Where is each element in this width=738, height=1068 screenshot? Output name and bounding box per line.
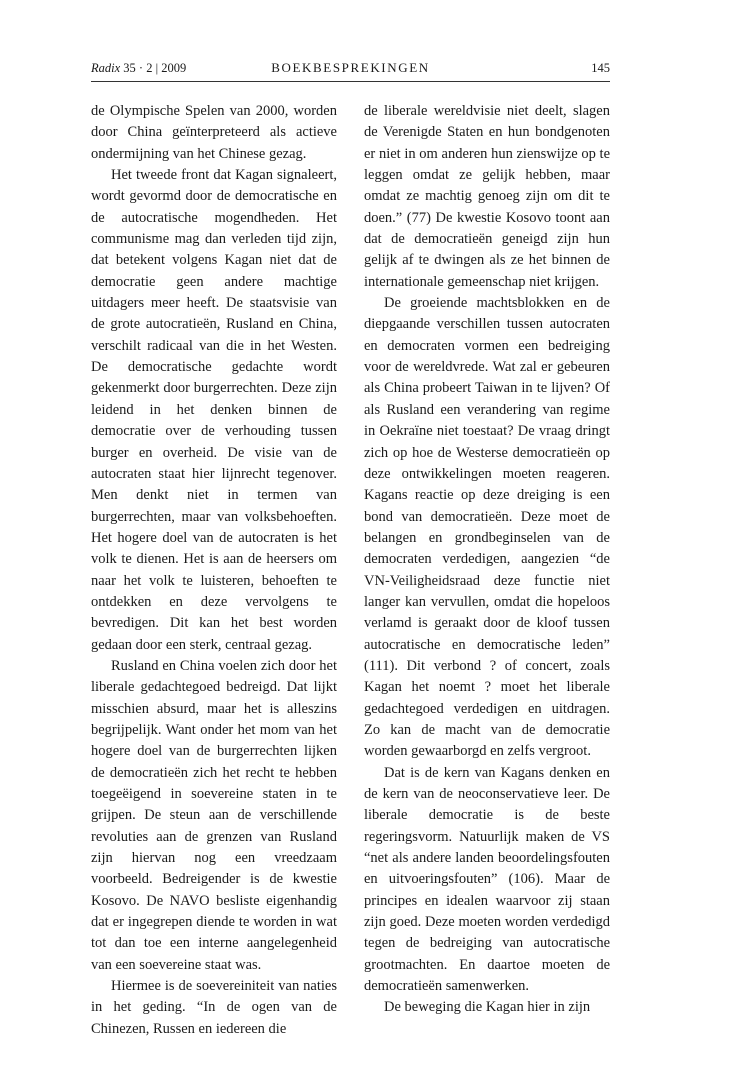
journal-name: Radix [91, 61, 121, 75]
paragraph: Rusland en China voelen zich door het liberale gedachtegoed bedreigd. Dat lijkt misschien absurd, maar het is alleszins begrijpelijk. Want onder het mom van het hogere doel van de burgerrechten lijken de democratieën zich het recht te hebben toegeëigend in soevereine staten in te grijpen. De steun aan de verschillende revoluties aan de grenzen van Rusland zijn hiervan nog een vreedzaam voorbeeld. Bedreigender is de kwestie Kosovo. De NAVO besliste eigenhandig dat er ingegrepen diende te worden in wat tot dan toe een interne aangelegenheid van een soevereine staat was. [91, 657, 337, 973]
section-title: BOEKBESPREKINGEN [271, 60, 430, 75]
running-header [91, 58, 610, 78]
right-column [364, 101, 610, 1019]
left-column [91, 101, 337, 1040]
paragraph: Hiermee is de soevereiniteit van naties in het geding. “In de ogen van de Chinezen, Russen en iedereen die [91, 978, 337, 1037]
paragraph: de Olympische Spelen van 2000, worden door China geïnterpreteerd als actieve ondermijning van het Chinese gezag. [91, 103, 337, 162]
paragraph: De beweging die Kagan hier in zijn [384, 999, 591, 1016]
header-rule [91, 81, 610, 82]
paragraph: Het tweede front dat Kagan signaleert, wordt gevormd door de democratische en de autocratische mogendheden. Het communisme mag dan verleden tijd zijn, dat betekent volgens Kagan niet dat de democratie geen andere machtige uitdagers meer heeft. De staatsvisie van de grote autocratieën, Rusland en China, verschilt radicaal van die in het Westen. De democratische gedachte wordt gekenmerkt door burgerrechten. Deze zijn leidend in het denken binnen de democratie over de verhouding tussen burger en overheid. De visie van de autocraten staat hier lijnrecht tegenover. Men denkt niet in termen van burgerrechten, maar van volksbehoeften. Het hogere doel van de autocraten is het volk te dienen. Het is aan de heersers om naar het volk te luisteren, behoeften te ontdekken en deze vervolgens te bevredigen. Dit kan het best worden gedaan door een sterk, centraal gezag. [91, 167, 337, 653]
journal-issue: 35 · 2 | 2009 [120, 61, 187, 75]
paragraph: De groeiende machtsblokken en de diepgaande verschillen tussen autocraten en democraten vormen een bedreiging voor de wereldvrede. Wat zal er gebeuren als China probeert Taiwan in te lijven? Of als Rusland een verandering van regime in Oekraïne niet toestaat? De vraag dringt zich op hoe de Westerse democratieën op deze ontwikkelingen moeten reageren. Kagans reactie op deze dreiging is een bond van democratieën. Deze moet de belangen en grondbeginselen van de democraten verdedigen, aangezien “de VN-Veiligheidsraad deze functie niet langer kan vervullen, omdat die hopeloos verlamd is geraakt door de kloof tussen autocratische en democratische leden” (111). Dit verbond ? of concert, zoals Kagan het noemt ? moet het liberale gedachtegoed verdedigen en uitdragen. Zo kan de macht van de democratie worden gewaarborgd en zelfs vergroot. [364, 295, 610, 760]
paragraph: de liberale wereldvisie niet deelt, slagen de Verenigde Staten en hun bondgenoten er niet in om anderen hun zienswijze op te leggen omdat ze gelijk hebben, maar omdat ze machtig genoeg zijn om dit te doen.” (77) De kwestie Kosovo toont aan dat de democratieën geneigd zijn hun gelijk af te dwingen als ze het binnen de internationale gemeenschap niet krijgen. [364, 103, 610, 290]
page-number: 145 [591, 61, 610, 75]
paragraph: Dat is de kern van Kagans denken en de kern van de neoconservatieve leer. De liberale democratie is de beste regeringsvorm. Natuurlijk maken de VS “net als andere landen beoordelingsfouten en uitvoeringsfouten” (106). Maar de principes en idealen waarvoor zij staan zijn goed. Deze moeten worden verdedigd tegen de bedreiging van autocratische grootmachten. En daartoe moeten de democratieën samenwerken. [364, 764, 610, 995]
